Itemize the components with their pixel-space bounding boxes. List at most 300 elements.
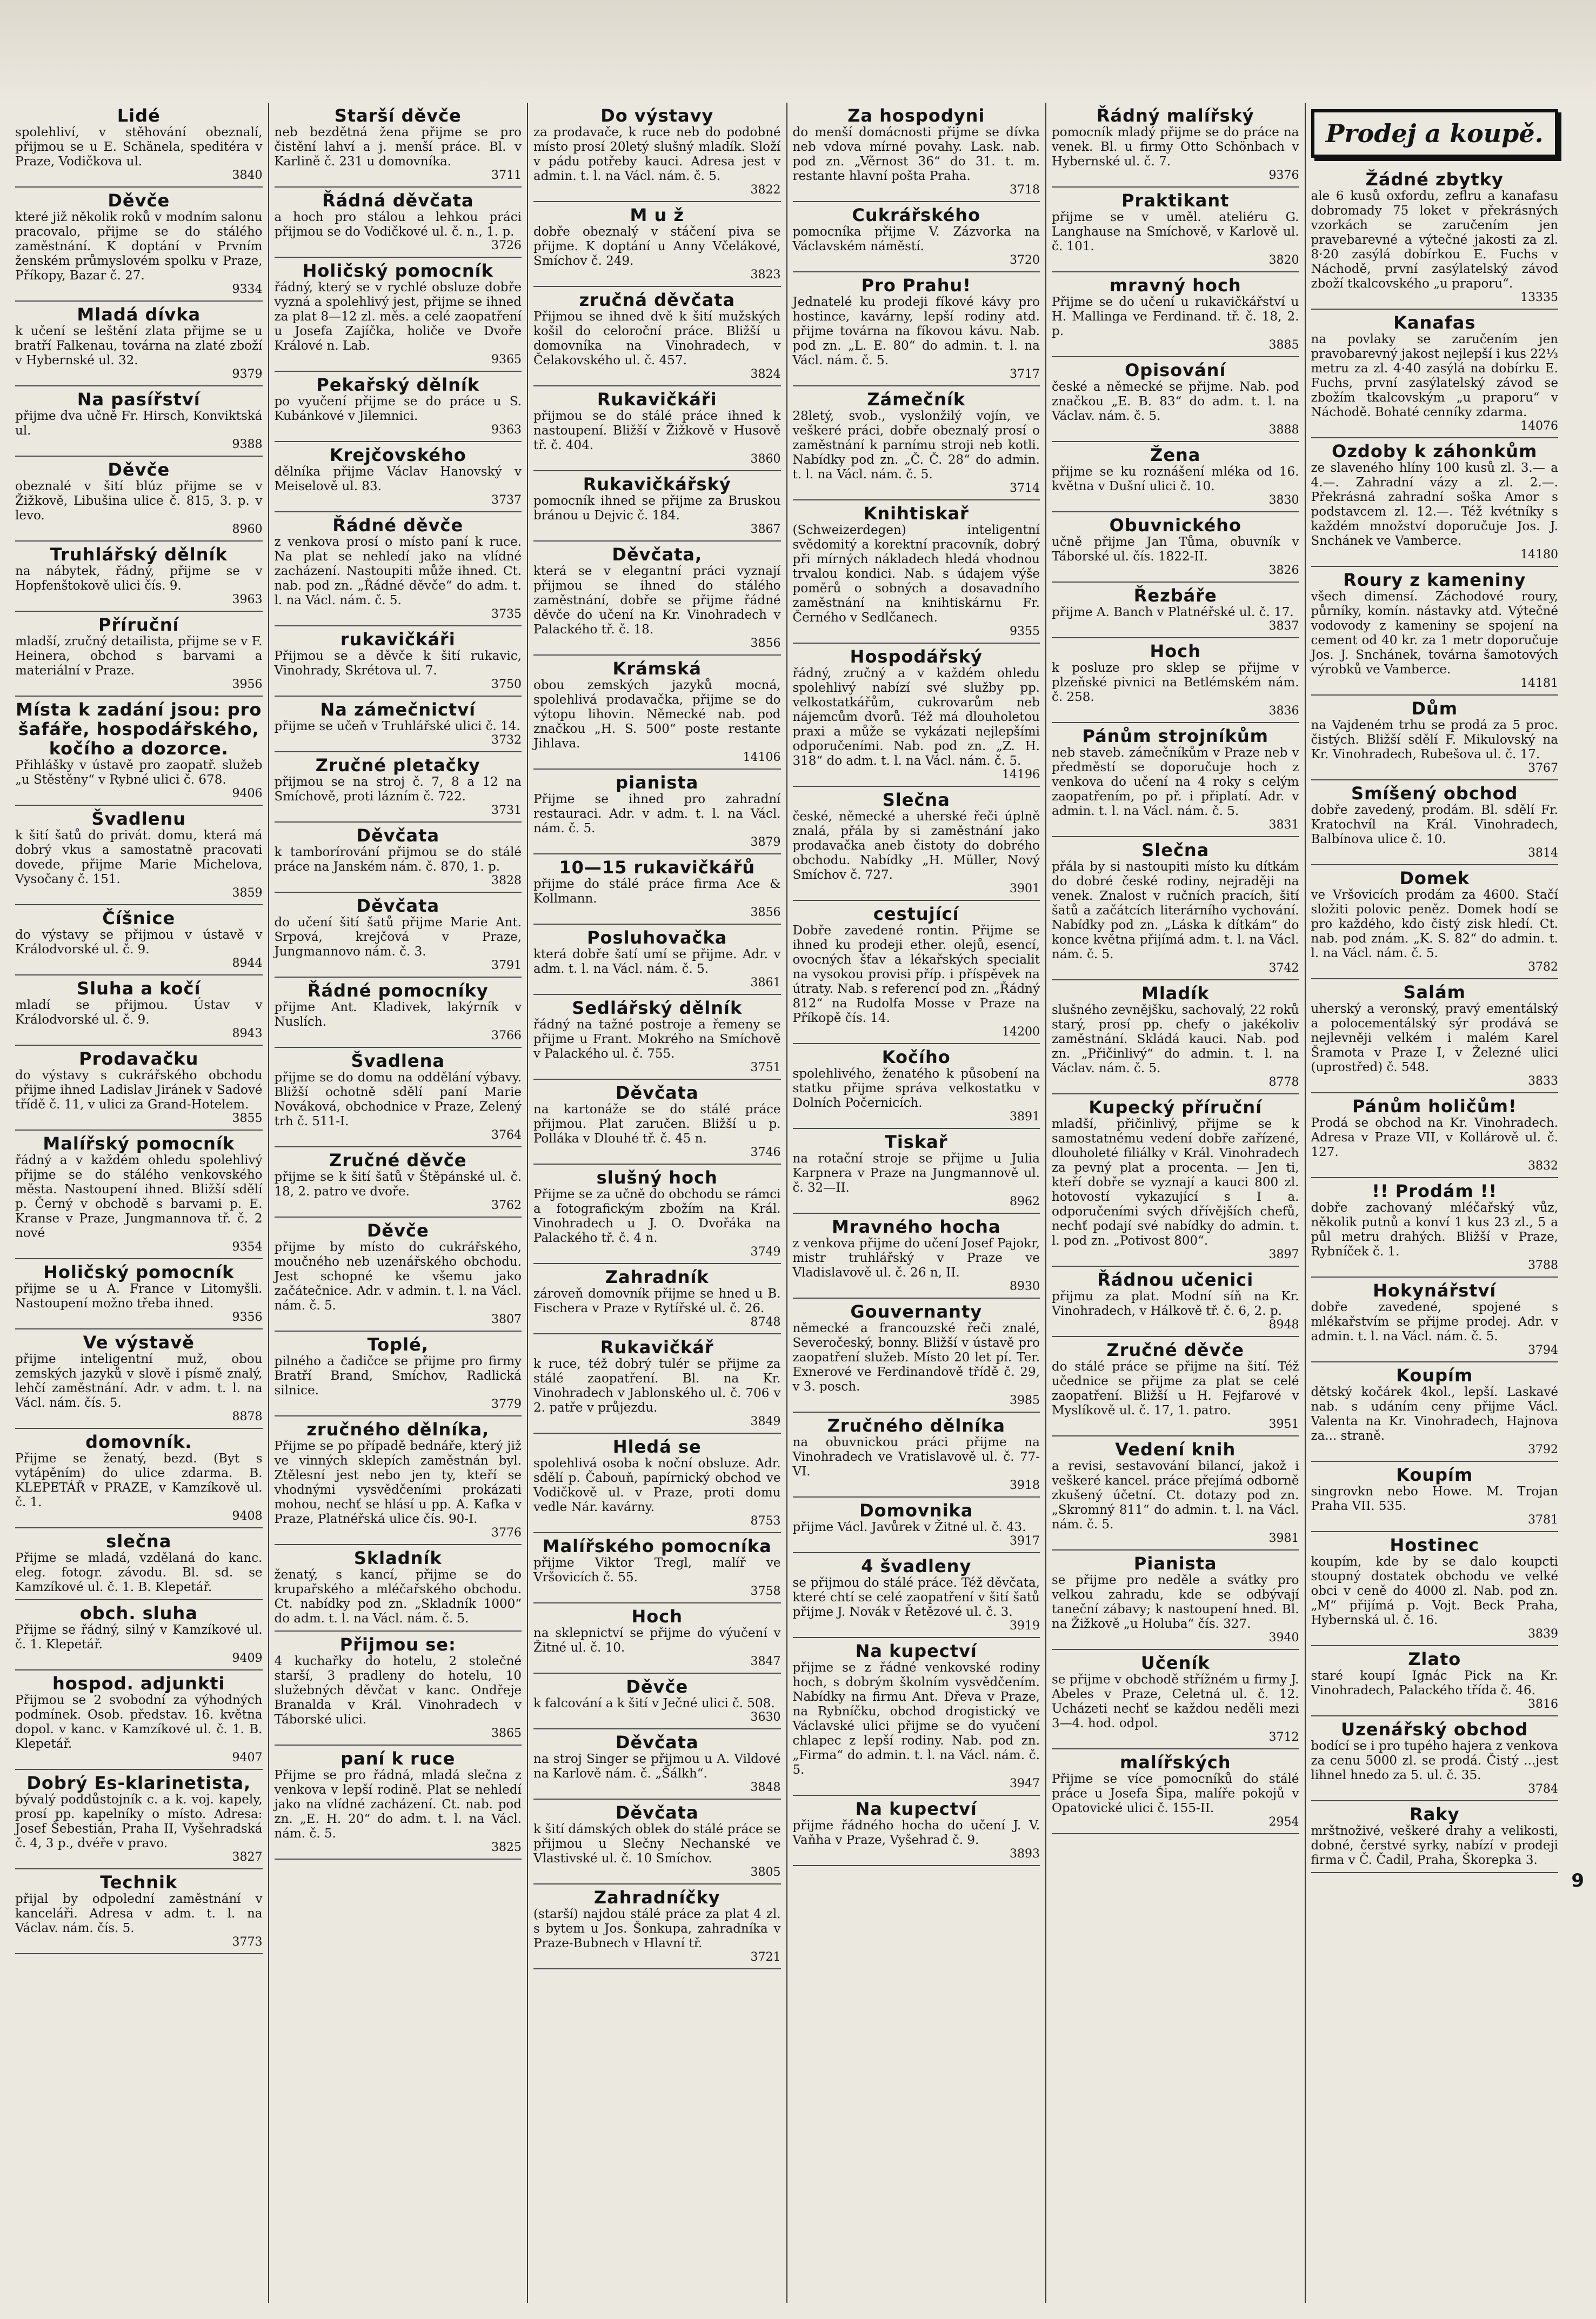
classified-ad: [275, 512, 522, 626]
ad-text: Přijmou se a děvče k šití rukavic, Vinohrady, Skrétova ul. 7.: [274, 649, 522, 678]
classified-ad: [533, 656, 781, 770]
classified-ad: [533, 1434, 781, 1533]
ad-heading: Mravného hocha: [831, 1217, 1001, 1237]
ad-text: do výstavy s cukrářského obchodu přijme ihned Ladislav Jiránek v Sadové třídě č. 11, v ulici za Grand-Hotelem.: [15, 1068, 263, 1112]
classified-ad: [533, 1674, 781, 1729]
ad-heading: Pánům strojníkům: [1082, 726, 1268, 746]
classified-ad: [275, 103, 522, 188]
ad-heading: domovník.: [85, 1432, 192, 1452]
ad-number: 14180: [1520, 548, 1558, 562]
ad-number: 3861: [750, 976, 781, 990]
ad-text: přijme se k šití šatů v Štěpánské ul. č. 18, 2. patro ve dvoře.: [274, 1170, 522, 1199]
ad-heading: Hokynářství: [1373, 1280, 1497, 1301]
ad-number: 3726: [491, 239, 522, 252]
ad-number: 3893: [1010, 1847, 1040, 1861]
classified-ad: [1311, 1278, 1559, 1362]
ad-heading: Na pasířství: [77, 389, 201, 410]
ad-heading: Hledá se: [612, 1436, 702, 1457]
ad-heading: Raky: [1410, 1804, 1460, 1825]
ad-text: spolehlivá osoba k noční obsluze. Adr. sdělí p. Čabouň, papírnický obchod ve Vodičkově ul. v Praze, proti domu vedle Nár. kavárny.: [533, 1456, 781, 1514]
ad-text: k posluze pro sklep se přijme v plzeňské pivnici na Betlémském nám. č. 258.: [1052, 661, 1299, 704]
ad-text: k šití dámských oblek do stálé práce se přijmou u Slečny Nechanské ve Vlastivské ul. č. 10 Smíchov.: [533, 1822, 781, 1866]
classified-ad: [1052, 980, 1299, 1094]
ad-heading: Krámská: [612, 658, 702, 679]
ad-text: k ruce, též dobrý tulér se přijme za stálé zaopatření. Bl. na Kr. Vinohradech v Jablonského ul. č. 706 v 2. patře v průjezdu.: [533, 1357, 781, 1415]
classified-ad: [15, 905, 263, 975]
ad-number: 8753: [750, 1514, 781, 1528]
ad-text: které již několik roků v modním salonu pracovalo, přijme se do stálého zaměstnání. K doptání v Prvním ženském průmyslovém spolku v Praze, Příkopy, Bazar č. 27.: [15, 210, 263, 283]
ad-heading: Rukavičkáři: [597, 389, 717, 410]
ad-heading: obch. sluha: [79, 1603, 198, 1623]
ad-heading: Holičský pomocník: [43, 1262, 235, 1282]
ad-number: 14181: [1520, 677, 1558, 690]
ad-text: se přijme v obchodě střížném u firmy J. Abeles v Praze, Celetná ul. č. 12. Ucházeti nechť se každou neděli mezi 3—4. hod. odpol.: [1052, 1673, 1299, 1730]
classified-ad: [793, 386, 1040, 500]
ad-number: 3766: [491, 1029, 522, 1042]
ad-heading: Příruční: [98, 614, 179, 635]
ad-heading: Prodavačku: [79, 1048, 199, 1069]
ad-text: dětský kočárek 4kol., lepší. Laskavé nab. s udáním ceny přijme Václ. Valenta na Kr. Vinohradech, Hajnova za... straně.: [1311, 1385, 1558, 1443]
section-title: Prodej a koupě.: [1311, 109, 1559, 158]
ad-text: Přijme se za učně do obchodu se rámci a fotografickým zbožím na Král. Vinohradech u J. O. Dvořáka na Palackého tř. č. 4 n.: [533, 1187, 781, 1245]
classified-ad: [15, 1131, 263, 1259]
ad-number: 3856: [750, 637, 781, 650]
classified-ad: [15, 1429, 263, 1528]
ad-heading: Posluhovačka: [587, 927, 727, 948]
ad-number: 2954: [1268, 1815, 1299, 1829]
ad-number: 3822: [750, 183, 781, 197]
ad-number: 14076: [1520, 419, 1558, 433]
classified-ad: [275, 1632, 522, 1746]
classified-ad: [793, 1638, 1040, 1796]
ad-number: 3828: [491, 874, 522, 887]
ad-text: řádný, který se v rychlé obsluze dobře vyzná a spolehlivý jest, přijme se ihned za plat 8—12 zl. měs. a celé zaopatření u Josefa Zajíčka, holiče ve Dvoře Králové n. Lab.: [274, 280, 522, 353]
ad-number: 3714: [1010, 482, 1040, 495]
ad-text: ze slaveného hlíny 100 kusů zl. 3.— a 4.—. Zahradní vázy a zl. 2.—. Překrásná zahradní soška Amor s podstavcem zl. 12.—. Též kvétníky s každém množství doporučuje Jos. J. Snchánek ve Vamberce.: [1311, 461, 1558, 548]
ad-text: do učení šití šatů přijme Marie Ant. Srpová, krejčová v Praze, Jungmannovo nám. č. 3.: [274, 915, 522, 959]
classified-ad: [533, 925, 781, 995]
ad-number: 3750: [491, 678, 522, 691]
ad-heading: pianista: [616, 772, 699, 793]
ad-text: která se v elegantní práci vyznají přijmou se ihned do stálého zaměstnání, dobře se přijme řádné děvče do učení na Kr. Vinohradech v Palackého tř. č. 18.: [533, 564, 781, 637]
classified-ad: [533, 103, 781, 202]
classified-ad: [15, 975, 263, 1046]
ad-number: 3732: [491, 733, 522, 747]
classified-ad: [275, 258, 522, 372]
ad-heading: Truhlářský dělník: [50, 544, 228, 565]
classified-ad: [793, 787, 1040, 901]
ad-number: 3788: [1528, 1259, 1558, 1272]
ad-heading: Dobrý Es-klarinetista,: [26, 1773, 251, 1793]
ad-number: 3823: [750, 268, 781, 282]
ad-number: 3860: [750, 452, 781, 466]
ad-number: 9365: [491, 353, 522, 366]
classified-ad: [1311, 1362, 1559, 1462]
ad-text: řádný, zručný a v každém ohledu spolehlivý nabízí své služby pp. velkostatkářům, cukrovarům neb nájemcům dvorů. Též má dlouholetou praxi a může se vykázati nejlepšími odporučeními. Nab. pod zn. „Z. H. 318“ do adm. t. l. na Václ. nám. č. 5.: [792, 666, 1040, 768]
ad-text: Přijme se pro řádná, mladá slečna z venkova v lepší rodině. Plat se nehledí jako na vlídné zacházení. Ct. nab. pod zn. „E. H. 20“ do adm. t. l. na Václ. nám. č. 5.: [274, 1768, 522, 1841]
ad-heading: Rukavičkářský: [583, 474, 731, 494]
ad-heading: Děvčata: [356, 895, 440, 916]
ad-heading: Malířského pomocníka: [542, 1536, 772, 1556]
ad-text: Přijme se ženatý, bezd. (Byt s vytápěním) do ulice zdarma. B. KLEPETÁŘ v PRAZE, v Kamzíkově ul. č. 1.: [15, 1452, 263, 1509]
ad-heading: Kupecký příruční: [1089, 1097, 1263, 1118]
ad-text: přijme inteligentní muž, obou zemských jazyků v slově i písmě znalý, lehčí zaměstnání. Adr. v adm. t. l. na Václ. nám. čís. 5.: [15, 1352, 263, 1410]
ad-text: přijme do stálé práce firma Ace & Kollmann.: [533, 877, 781, 906]
ad-heading: rukavičkáři: [340, 629, 456, 650]
ad-heading: Zlato: [1408, 1649, 1461, 1669]
ad-number: 3897: [1268, 1248, 1299, 1261]
ad-number: 3731: [491, 804, 522, 817]
ad-number: 3947: [1010, 1777, 1040, 1790]
classified-ad: [793, 1498, 1040, 1553]
classified-ad: [793, 644, 1040, 787]
ad-heading: Sedlářský dělník: [572, 998, 743, 1018]
ad-text: k šití šatů do privát. domu, která má dobrý vkus a samostatně pracovati dovede, přijme Marie Michelova, Vysočany č. 151.: [15, 828, 263, 886]
ad-text: neb bezdětná žena přijme se pro čistění lahví a j. menší práce. Bl. v Karlině č. 231 u domovníka.: [274, 125, 522, 169]
column-3: [528, 103, 787, 2303]
ad-text: na Vajdeném trhu se prodá za 5 proc. čistých. Bližší sdělí F. Mikulovský na Kr. Vinohradech, Rubešova ul. č. 17.: [1311, 718, 1558, 761]
ad-number: 3735: [491, 607, 522, 621]
ad-text: ve Vršovicích prodám za 4600. Stačí složiti polovic peněz. Domek hodí se pro každého, kdo čistý zisk hledí. Ct. nab. pod znám. „K. S. 82“ do admin. t. l. na Václ. nám. č. 5.: [1311, 888, 1558, 960]
ad-heading: Knihtiskař: [863, 503, 969, 524]
ad-number: 9376: [1268, 169, 1299, 182]
classified-ad: [533, 1729, 781, 1800]
ad-number: 3827: [232, 1850, 263, 1864]
ad-heading: Zručné děvče: [329, 1150, 467, 1171]
ad-number: 3859: [232, 886, 263, 900]
ad-number: 3879: [750, 836, 781, 849]
classified-ad: [793, 202, 1040, 272]
ad-text: na rotační stroje se přijme u Julia Karpnera v Praze na Jungmannově ul. č. 32—II.: [792, 1152, 1040, 1195]
ad-number: 3814: [1528, 846, 1558, 860]
classified-ad: [1311, 1093, 1559, 1178]
ad-heading: Technik: [100, 1872, 178, 1893]
ad-number: 3888: [1268, 423, 1299, 437]
column-1: [10, 103, 269, 2303]
ad-heading: Domovnika: [859, 1500, 973, 1521]
classified-ad: [15, 1770, 263, 1869]
ad-heading: Zámečník: [867, 389, 966, 410]
ad-heading: Číšnice: [102, 908, 176, 928]
classified-ad: [793, 1044, 1040, 1129]
ad-number: 3764: [491, 1128, 522, 1142]
classified-ad: [275, 626, 522, 697]
classified-ad: [533, 1884, 781, 1969]
ad-heading: Hospodářský: [850, 646, 983, 667]
classified-ad: [275, 697, 522, 752]
ad-number: 14106: [743, 751, 781, 764]
ad-heading: cestující: [873, 904, 959, 924]
classified-ad: [15, 386, 263, 457]
ad-heading: Tiskař: [885, 1132, 948, 1152]
classified-ad: [1052, 1551, 1299, 1650]
classified-ad: [793, 1129, 1040, 1214]
ad-columns: [10, 103, 1564, 2303]
ad-heading: Pánům holičům!: [1352, 1096, 1517, 1117]
classified-ad: [15, 1046, 263, 1131]
classified-ad: [15, 1600, 263, 1670]
ad-heading: Místa k zadání jsou: pro šafáře, hospodářského, kočího a dozorce.: [16, 699, 262, 759]
ad-text: přijmu za plat. Modní síň na Kr. Vinohradech, v Hálkově tř. č. 6, 2. p.: [1052, 1289, 1299, 1318]
classified-ad: [1052, 837, 1299, 980]
ad-text: všech dimensí. Záchodové roury, půrníky, komín. nástavky atd. Výtečné vodovody z kameniny se spojení na cement od 40 kr. za 1 metr doporučuje Jos. J. Snchánek, továrna šamotových výrobků ve Vamberce.: [1311, 590, 1558, 677]
classified-ad: [15, 1869, 263, 1954]
ad-text: přijme dva učně Fr. Hirsch, Konviktská ul.: [15, 409, 263, 438]
ad-number: 3901: [1010, 882, 1040, 895]
ad-text: z venkova prosí o místo paní k ruce. Na plat se nehledí jako na vlídné zacházení. Nastoupiti může ihned. Ct. nab. pod zn. „Řádné děvče“ do adm. t. l. na Václ. nám. č. 5.: [274, 535, 522, 607]
ad-text: přijme se u A. France v Litomyšli. Nastoupení možno třeba ihned.: [15, 1282, 263, 1311]
ad-heading: Zručného dělníka: [827, 1415, 1005, 1436]
ad-number: 3832: [1528, 1159, 1558, 1173]
ad-text: bývalý poddůstojník c. a k. voj. kapely, prosí pp. kapelníky o místo. Adresa: Josef Šebestián, Praha II, Vyšehradská č. 4, 3 p., dvéře v pravo.: [15, 1793, 263, 1850]
classified-ad: [533, 202, 781, 287]
classified-ad: [15, 1259, 263, 1329]
classified-ad: [1052, 1337, 1299, 1436]
ad-number: 9363: [491, 423, 522, 437]
classified-ad: [533, 1533, 781, 1603]
ad-number: 9355: [1010, 625, 1040, 638]
ad-number: 3720: [1010, 253, 1040, 267]
ad-text: do výstavy se přijmou v ústavě v Králodvorské ul. č. 9.: [15, 928, 263, 957]
classified-ad: [1052, 188, 1299, 272]
ad-heading: Učeník: [1140, 1653, 1210, 1673]
classified-ad: [15, 188, 263, 302]
classified-ad: [1052, 1436, 1299, 1551]
ad-number: 8943: [232, 1027, 263, 1040]
ad-text: koupím, kde by se dalo koupcti stoupný dostatek obchodu ve velké obci v ceně do 4000 zl. Nab. pod zn. „M“ přijímá p. Vojt. Beck Praha, Hybernská ul. č. 16.: [1311, 1555, 1558, 1627]
ad-number: 3721: [750, 1950, 781, 1964]
classified-ad: [275, 442, 522, 512]
ad-text: dobře obeznalý v stáčení piva se přijme. K doptání u Anny Včelákové, Smíchov č. 249.: [533, 225, 781, 268]
ad-text: německé a francouzské řeči znalé, Severočeský, bonny. Bližší v ústavě pro zaopatření služeb. Místo 20 let pí. Ter. Exnerové ve Ferdinandově třídě č. 29, v 3. posch.: [792, 1321, 1040, 1394]
classified-ad: [1311, 1532, 1559, 1646]
ad-heading: Domek: [1399, 868, 1470, 888]
ad-text: přijmou se do stálé práce ihned k nastoupení. Bližší v Žižkově v Husově tř. č. 404.: [533, 409, 781, 452]
ad-number: 3767: [1528, 761, 1558, 775]
classified-ad: [1052, 1650, 1299, 1749]
ad-number: 3847: [750, 1655, 781, 1668]
classified-ad: [533, 770, 781, 854]
classified-ad: [15, 697, 263, 806]
ad-text: přijme se v uměl. ateliéru G. Langhause na Smíchově, v Karlově ul. č. 101.: [1052, 210, 1299, 253]
classified-ad: [1311, 979, 1559, 1093]
ad-number: 9388: [232, 438, 263, 451]
ad-text: staré koupí Ignác Pick na Kr. Vinohradech, Palackého třída č. 46.: [1311, 1669, 1558, 1698]
ad-heading: Cukrářského: [852, 205, 981, 225]
ad-number: 3940: [1268, 1631, 1299, 1645]
ad-text: řádný na tažné postroje a řemeny se přijme u Frant. Mokrého na Smíchově v Palackého ul. č. 755.: [533, 1018, 781, 1061]
classified-ad: [793, 1796, 1040, 1866]
ad-text: přijme se učeň v Truhlářské ulici č. 14.: [274, 719, 520, 733]
classified-ad: [533, 1800, 781, 1884]
classified-ad: [533, 1334, 781, 1434]
ad-text: na stroj Singer se přijmou u A. Vildové na Karlově nám. č. „Šálkh“.: [533, 1752, 781, 1781]
ad-number: 9409: [232, 1652, 263, 1665]
classified-ad: [1311, 780, 1559, 865]
ad-number: 3963: [232, 593, 263, 606]
ad-text: neb staveb. zámečníkům v Praze neb v předměstí se doporučuje hoch z venkova do učení na 4 roky s celým zaopatřením, po př. i připlatí. Adr. v admin. t. l. na Václ. nám. č. 5.: [1052, 746, 1299, 818]
classified-ad: [275, 893, 522, 978]
classified-ad: [275, 823, 522, 893]
ad-heading: Zručné děvče: [1106, 1340, 1244, 1360]
classified-ad: [793, 901, 1040, 1044]
classified-ad: [533, 995, 781, 1080]
page-number: 9: [1571, 1870, 1584, 1892]
ad-heading: Řádnou učenici: [1097, 1269, 1254, 1290]
ad-number: 3794: [1528, 1344, 1558, 1357]
ad-heading: Řádné děvče: [332, 515, 464, 536]
ad-heading: Na kupectví: [855, 1641, 977, 1661]
ad-number: 3717: [1010, 367, 1040, 381]
classified-ad: [275, 1332, 522, 1416]
ad-heading: Ve výstavě: [83, 1332, 195, 1353]
column-4: [787, 103, 1047, 2303]
ad-heading: Mladá dívka: [77, 304, 201, 325]
ad-number: 3820: [1268, 253, 1299, 267]
classified-ad: [533, 1603, 781, 1674]
ad-heading: Za hospodyni: [847, 105, 985, 126]
ad-heading: Děvče: [108, 459, 170, 480]
classified-ad: [1052, 512, 1299, 583]
ad-text: přála by si nastoupiti místo ku dítkám do dobré české rodiny, nejraději na venek. Znalost v ručních pracích, šití šatů a začátcích literárního vychování. Nabídky pod zn. „Láska k dítkám“ do konce května přijímá adm. t. l. na Václ. nám. č. 5.: [1052, 860, 1299, 961]
ad-heading: Řezbáře: [1133, 585, 1217, 606]
ad-number: 3848: [750, 1781, 781, 1794]
classified-ad: [1311, 310, 1559, 438]
ad-number: 3758: [750, 1585, 781, 1598]
ad-text: k učení se leštění zlata přijme se u bratří Falkenau, továrna na zlaté zboží v Hybernské ul. 32.: [15, 324, 263, 367]
ad-number: 9354: [232, 1240, 263, 1254]
ad-number: 3826: [1268, 564, 1299, 577]
classified-ad: [15, 1528, 263, 1600]
ad-heading: !! Prodám !!: [1372, 1181, 1498, 1201]
ad-heading: Pekařský dělník: [316, 375, 480, 395]
ad-number: 3918: [1010, 1479, 1040, 1492]
ad-text: přijmou se na stroj č. 7, 8 a 12 na Smíchově, proti lázním č. 722.: [274, 775, 522, 804]
ad-text: dobře zachovaný mléčařský vůz, několik putnů a konví 1 kus 23 zl., 5 a půl metru drahých. Bližší v Praze, Rybníček č. 1.: [1311, 1201, 1558, 1259]
ad-heading: Děvče: [626, 1676, 689, 1697]
ad-heading: Holičský pomocník: [302, 260, 493, 281]
ad-heading: Do výstavy: [600, 105, 714, 126]
ad-number: 3630: [750, 1710, 781, 1724]
ad-number: 9334: [232, 283, 263, 296]
ad-text: české a německé se přijme. Nab. pod značkou „E. B. 83“ do adm. t. l. na Václav. nám. č. 5.: [1052, 380, 1299, 423]
ad-heading: Řádný malířský: [1096, 105, 1254, 126]
ad-text: Přijmou se ihned dvě k šití mužských košil do celoroční práce. Bližší u domovníka na Vinohradech, v Čelakovského ul. č. 457.: [533, 310, 781, 367]
ad-heading: Pro Prahu!: [861, 275, 971, 296]
classified-ad: [15, 1329, 263, 1429]
ad-text: mladší, zručný detailista, přijme se v F. Heinera, obchod s barvami a materiální v Praze.: [15, 634, 263, 678]
ad-text: k tamborírování přijmou se do stálé práce na Janském nám. č. 870, 1. p.: [274, 845, 522, 874]
column-5: [1046, 103, 1306, 2303]
ad-number: 3776: [491, 1526, 522, 1540]
ad-number: 3805: [750, 1866, 781, 1879]
ad-number: 3825: [491, 1841, 522, 1854]
ad-number: 3951: [1268, 1418, 1299, 1431]
classified-ad: [275, 1218, 522, 1332]
classified-ad: [1311, 438, 1559, 567]
ad-heading: Kočího: [882, 1047, 951, 1067]
classified-ad: [275, 188, 522, 258]
classified-ad: [15, 103, 263, 188]
ad-heading: Uzenářský obchod: [1341, 1719, 1528, 1740]
classified-ad: [1052, 723, 1299, 837]
ad-number: 3751: [750, 1061, 781, 1074]
classified-ad: [1311, 1801, 1559, 1873]
ad-number: 3773: [232, 1935, 263, 1949]
ad-number: 3885: [1268, 338, 1299, 352]
ad-number: 3737: [491, 493, 522, 507]
ad-number: 9356: [232, 1311, 263, 1324]
ad-text: (Schweizerdegen) inteligentní svědomitý a korektní pracovník, dobrý při mírných nákladech hledá vhodnou trvalou kondici. Nab. s údajem výše poměrů o sobných a dosavadního zaměstnání na knihtiskárnu Fr. Černého v Sedlčanech.: [792, 523, 1040, 625]
ad-text: spolehliví, v stěhování obeznalí, přijmou se u E. Schänela, speditéra v Praze, Vodičkova ul.: [15, 125, 263, 169]
ad-number: 8948: [1268, 1318, 1299, 1332]
ad-heading: Děvčata: [615, 1082, 699, 1103]
ad-text: přijme Ant. Kladivek, lakýrník v Nuslích.: [274, 1000, 522, 1029]
ad-text: mrštnoživé, veškeré drahy a velikosti, dobné, čerstvé syrky, nabízí v prodeji firma v Č. Čadil, Praha, Škorepka 3.: [1311, 1824, 1558, 1867]
classified-ad: [275, 1147, 522, 1218]
ad-number: 14200: [1002, 1025, 1040, 1039]
ad-number: 3712: [1268, 1730, 1299, 1744]
ad-heading: Ozdoby k záhonkům: [1332, 441, 1538, 462]
ad-heading: Na zámečnictví: [320, 699, 476, 720]
ad-heading: Hoch: [1150, 641, 1201, 661]
ad-number: 3855: [232, 1112, 263, 1125]
ad-heading: Skladník: [353, 1548, 442, 1568]
ad-text: a revisi, sestavování bilancí, jakož i veškeré kancel. práce přejímá odborně zkušený účetní. Ct. dotazy pod zn. „Skromný 811“ do admin. t. l. na Václ. nám. č. 5.: [1052, 1459, 1299, 1532]
ad-text: přijme Viktor Tregl, malíř ve Vršovicích č. 55.: [533, 1556, 781, 1585]
classified-ad: [1052, 103, 1299, 188]
ad-heading: Žena: [1150, 445, 1201, 465]
ad-text: na povlaky se zaručením jen pravobarevný jakost nejlepší i kus 22⅓ metru za zl. 4·40 zasýlá na dobírku E. Fuchs, první zasýlatelský závod se zbožím tkalcovským „u praporu“ v Náchodě. Bohaté cenníky zdarma.: [1311, 332, 1558, 419]
classified-ad: [1052, 1094, 1299, 1267]
ad-number: 3839: [1528, 1627, 1558, 1641]
classified-ad: [275, 752, 522, 823]
ad-number: 3781: [1528, 1513, 1558, 1527]
ad-heading: Toplé,: [367, 1334, 429, 1355]
ad-heading: zručného dělníka,: [306, 1419, 490, 1440]
ad-heading: Obuvnického: [1109, 515, 1241, 536]
ad-heading: Opisování: [1125, 360, 1226, 380]
ad-text: bodící se i pro tupého hajera z venkova za cenu 5000 zl. se prodá. Čistý ...jest lihnel hnedo za 5. ul. č. 35.: [1311, 1739, 1558, 1782]
ad-number: 3917: [1010, 1534, 1040, 1548]
classified-ad: [793, 1299, 1040, 1413]
ad-text: na sklepnictví se přijme do výučení v Žitné ul. č. 10.: [533, 1626, 781, 1655]
classified-ad: [15, 457, 263, 542]
classified-ad: [793, 500, 1040, 644]
ad-heading: Praktikant: [1121, 190, 1230, 211]
ad-number: 8930: [1010, 1280, 1040, 1293]
ad-heading: Dům: [1411, 698, 1458, 719]
ad-text: Přijmou se 2 svobodní za výhodných podmínek. Osob. představ. 16. května dopol. v kanc. v Kamzíkové ul. č. 1. B. Klepetář.: [15, 1693, 263, 1751]
ad-text: 4 kuchařky do hotelu, 2 stolečné starší, 3 pradleny do hotelu, 10 služebných děvčat v kanc. Ondřeje Branalda v Král. Vinohradech v Táborské ulici.: [274, 1654, 522, 1727]
classified-ad: [1311, 1716, 1559, 1801]
ad-text: obeznalé v šití blúz přijme se v Žižkově, Libušina ulice č. 815, 3. p. v levo.: [15, 479, 263, 523]
classified-ad: [1311, 696, 1559, 780]
ad-text: se přijmou do stálé práce. Též děvčata, které chtí se celé zaopatření v šití šatů přijme J. Novák v Řetězové ul. č. 3.: [792, 1576, 1040, 1619]
ad-heading: Lidé: [117, 105, 161, 126]
ad-heading: Švadlenu: [91, 808, 186, 829]
ad-heading: Smíšený obchod: [1351, 783, 1518, 804]
ad-number: 3867: [750, 523, 781, 536]
ad-heading: Slečna: [882, 790, 950, 810]
ad-text: Přijme se do učení u rukavičkářství u H. Mallinga ve Ferdinand. tř. č. 18, 2. p.: [1052, 295, 1299, 338]
ad-heading: hospod. adjunkti: [52, 1673, 225, 1694]
ad-heading: Děvče: [108, 190, 170, 211]
ad-number: 3865: [491, 1727, 522, 1740]
ad-number: 8944: [232, 957, 263, 970]
ad-number: 3831: [1268, 818, 1299, 832]
ad-number: 3840: [232, 169, 263, 182]
